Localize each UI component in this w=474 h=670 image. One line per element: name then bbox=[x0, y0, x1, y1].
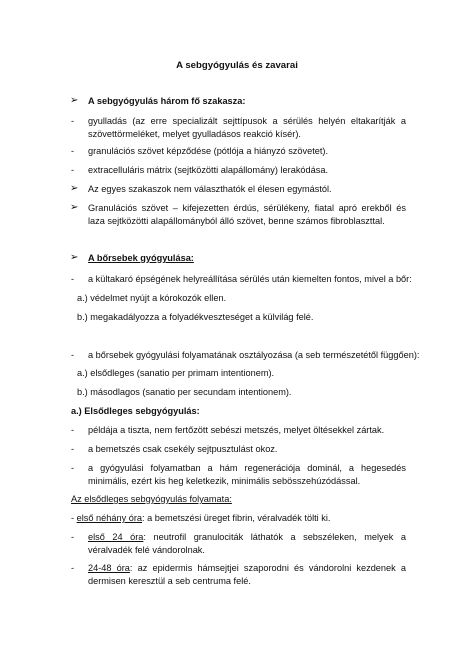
process-step bbox=[88, 562, 406, 588]
list-dash: - bbox=[71, 146, 75, 156]
list-item: a bemetszés csak csekély sejtpusztulást okoz. bbox=[88, 444, 278, 454]
process-step-label: 24-48 óra bbox=[88, 563, 130, 573]
document-title: A sebgyógyulás és zavarai bbox=[176, 60, 298, 71]
arrow-bullet-icon: ➢ bbox=[70, 252, 79, 263]
list-dash: - bbox=[71, 425, 75, 435]
process-step-prefix: - bbox=[71, 513, 77, 523]
list-item: a gyógyulási folyamatban a hám regenerációja dominál, a hegesedés minimális, ezért kis heg keletkezik, minimális sebösszehúzódással. bbox=[88, 463, 406, 487]
section-heading: A bőrsebek gyógyulása: bbox=[88, 253, 194, 263]
section-heading: a.) Elsődleges sebgyógyulás: bbox=[71, 406, 200, 416]
list-dash: - bbox=[71, 532, 75, 542]
process-step bbox=[88, 531, 406, 557]
list-dash: - bbox=[71, 350, 75, 360]
list-item: gyulladás (az erre specializált sejttípusok a sérülés helyén eltakarítják a szövettörmeléket, melyet gyulladásos reakció kísér). bbox=[88, 116, 406, 140]
sub-item: b.) megakadályozza a folyadékveszteséget a külvilág felé. bbox=[77, 312, 314, 322]
process-heading: Az elsődleges sebgyógyulás folyamata: bbox=[71, 494, 232, 504]
note-item: Az egyes szakaszok nem választhatók el élesen egymástól. bbox=[88, 184, 332, 194]
list-dash: - bbox=[71, 165, 75, 175]
process-step-text: : neutrofil granulociták láthatók a sebszéleken, melyek a véralvadék felé vándorolnak. bbox=[88, 532, 406, 556]
sub-item: a.) védelmet nyújt a kórokozók ellen. bbox=[77, 293, 227, 303]
arrow-bullet-icon: ➢ bbox=[70, 95, 79, 106]
arrow-bullet-icon: ➢ bbox=[70, 202, 79, 213]
list-dash: - bbox=[71, 116, 75, 126]
arrow-bullet-icon: ➢ bbox=[70, 183, 79, 194]
list-item: a kültakaró épségének helyreállítása sérülés után kiemelten fontos, mivel a bőr: bbox=[88, 274, 412, 284]
process-step-label: első néhány óra bbox=[76, 513, 143, 523]
list-item: példája a tiszta, nem fertőzött sebészi metszés, melyet öltésekkel zártak. bbox=[88, 425, 385, 435]
process-step-label: első 24 óra bbox=[88, 532, 144, 542]
list-dash: - bbox=[71, 444, 75, 454]
process-step-text: : az epidermis hámsejtjei szaporodni és vándorolni kezdenek a dermisen keresztül a seb centruma felé. bbox=[88, 563, 406, 587]
section-heading: A sebgyógyulás három fő szakasza: bbox=[88, 96, 246, 106]
list-item: extracelluláris mátrix (sejtközötti alapállomány) lerakódása. bbox=[88, 165, 328, 175]
sub-item: a.) elsődleges (sanatio per primam intentionem). bbox=[77, 368, 275, 378]
note-item: Granulációs szövet – kifejezetten érdús, sérülékeny, fiatal apró erekből és laza sejtközötti alapállományból álló szövet, benne számos fibroblaszttal. bbox=[88, 203, 406, 227]
list-dash: - bbox=[71, 274, 75, 284]
process-step bbox=[71, 512, 330, 524]
list-item: a bőrsebek gyógyulási folyamatának osztályozása (a seb természetétől függően): bbox=[88, 350, 420, 360]
list-dash: - bbox=[71, 463, 75, 473]
sub-item: b.) másodlagos (sanatio per secundam intentionem). bbox=[77, 387, 292, 397]
list-item: granulációs szövet képződése (pótlója a hiányzó szövetet). bbox=[88, 146, 329, 156]
list-dash: - bbox=[71, 563, 75, 573]
process-step-text: : a bemetszési üreget fibrin, véralvadék tölti ki. bbox=[142, 513, 331, 523]
